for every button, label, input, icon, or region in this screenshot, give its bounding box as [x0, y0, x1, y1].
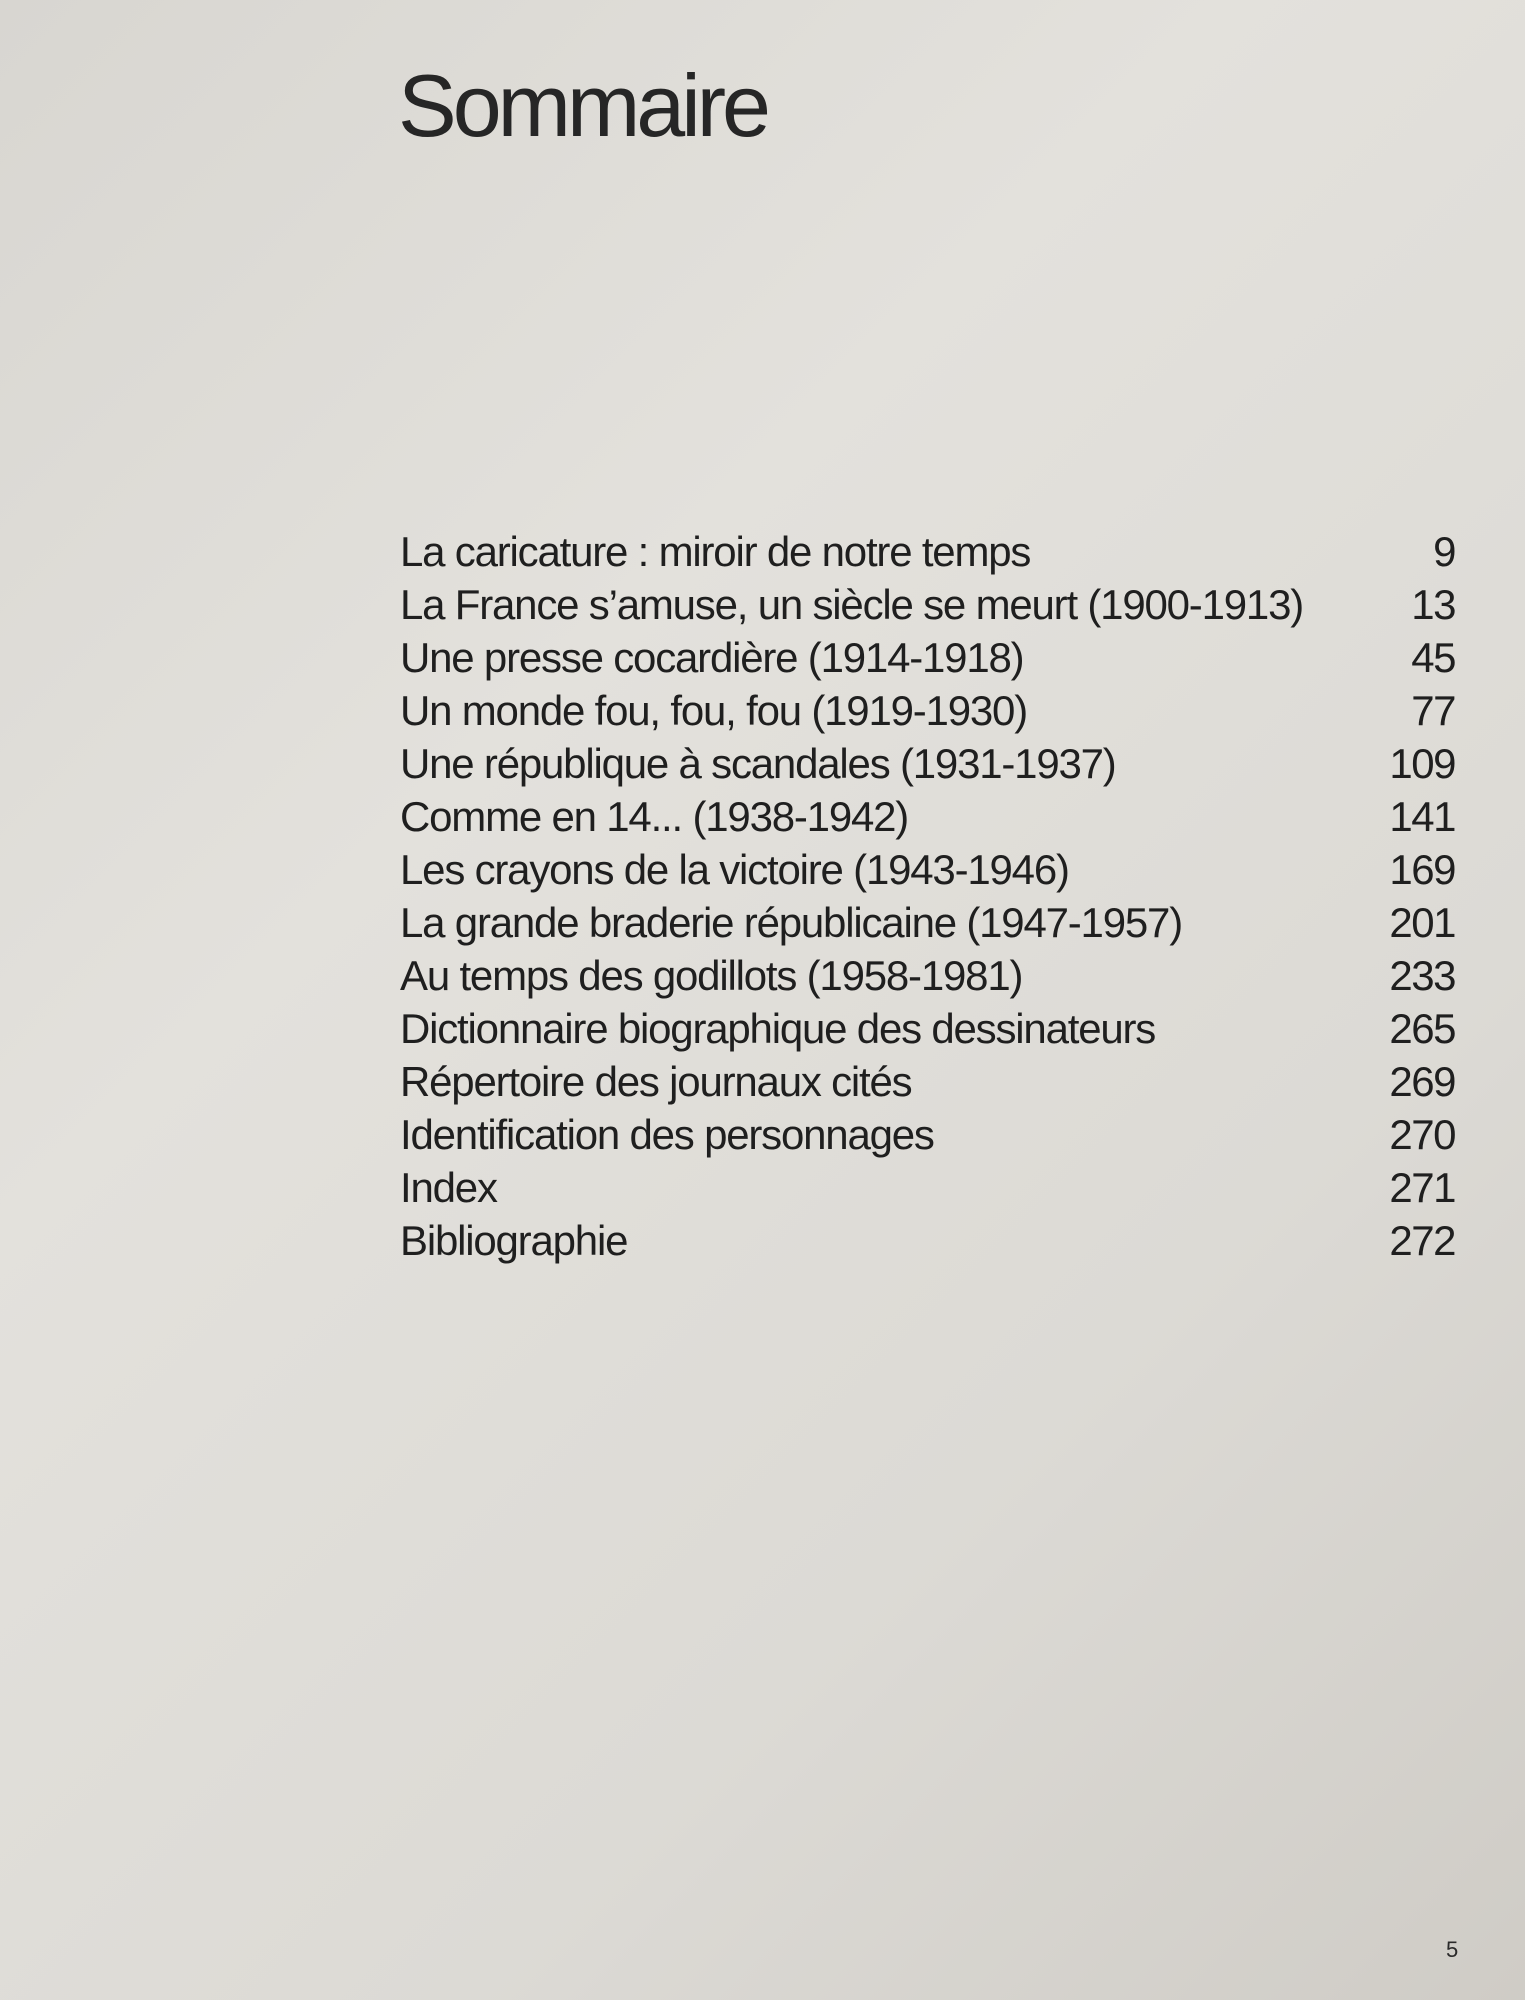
toc-entry-title: Les crayons de la victoire (1943-1946) [400, 846, 1069, 893]
toc-entry-page: 270 [1389, 1111, 1455, 1158]
toc-entry [400, 790, 1455, 843]
toc-entry-title: Index [400, 1164, 497, 1211]
toc-entry [400, 684, 1455, 737]
toc-entry-page: 13 [1411, 581, 1455, 628]
toc-entry [400, 631, 1455, 684]
toc-entry [400, 896, 1455, 949]
toc-entry [400, 1055, 1455, 1108]
toc-entry-title: La caricature : miroir de notre temps [400, 528, 1031, 575]
toc-entry [400, 578, 1455, 631]
toc-entry-title: Comme en 14... (1938-1942) [400, 793, 909, 840]
toc-entry-page: 272 [1389, 1217, 1455, 1264]
toc-entry-title: Bibliographie [400, 1217, 628, 1264]
page-number: 5 [1446, 1937, 1459, 1962]
toc-entry [400, 1161, 1455, 1214]
page-title: Sommaire [398, 56, 767, 155]
toc-entry [400, 1214, 1455, 1267]
table-of-contents [400, 525, 1455, 1267]
toc-entry-title: Un monde fou, fou, fou (1919-1930) [400, 687, 1027, 734]
toc-entry-page: 201 [1389, 899, 1455, 946]
toc-entry-title: Dictionnaire biographique des dessinateurs [400, 1005, 1156, 1052]
toc-entry-page: 45 [1411, 634, 1455, 681]
toc-entry [400, 737, 1455, 790]
toc-entry-page: 169 [1389, 846, 1455, 893]
toc-entry [400, 1108, 1455, 1161]
toc-entry-title: Identification des personnages [400, 1111, 934, 1158]
toc-entry [400, 1002, 1455, 1055]
toc-entry-page: 109 [1389, 740, 1455, 787]
toc-entry [400, 525, 1455, 578]
toc-entry-page: 9 [1433, 528, 1455, 575]
toc-entry-title: Au temps des godillots (1958-1981) [400, 952, 1023, 999]
toc-entry [400, 843, 1455, 896]
toc-entry-page: 141 [1389, 793, 1455, 840]
toc-entry-title: Répertoire des journaux cités [400, 1058, 912, 1105]
toc-entry-title: Une république à scandales (1931-1937) [400, 740, 1116, 787]
toc-entry-title: La grande braderie républicaine (1947-1957) [400, 899, 1182, 946]
toc-entry-title: La France s’amuse, un siècle se meurt (1900-1913) [400, 581, 1304, 628]
toc-entry-page: 271 [1389, 1164, 1455, 1211]
toc-entry-title: Une presse cocardière (1914-1918) [400, 634, 1024, 681]
toc-entry-page: 269 [1389, 1058, 1455, 1105]
toc-entry [400, 949, 1455, 1002]
toc-entry-page: 233 [1389, 952, 1455, 999]
toc-entry-page: 265 [1389, 1005, 1455, 1052]
toc-entry-page: 77 [1411, 687, 1455, 734]
